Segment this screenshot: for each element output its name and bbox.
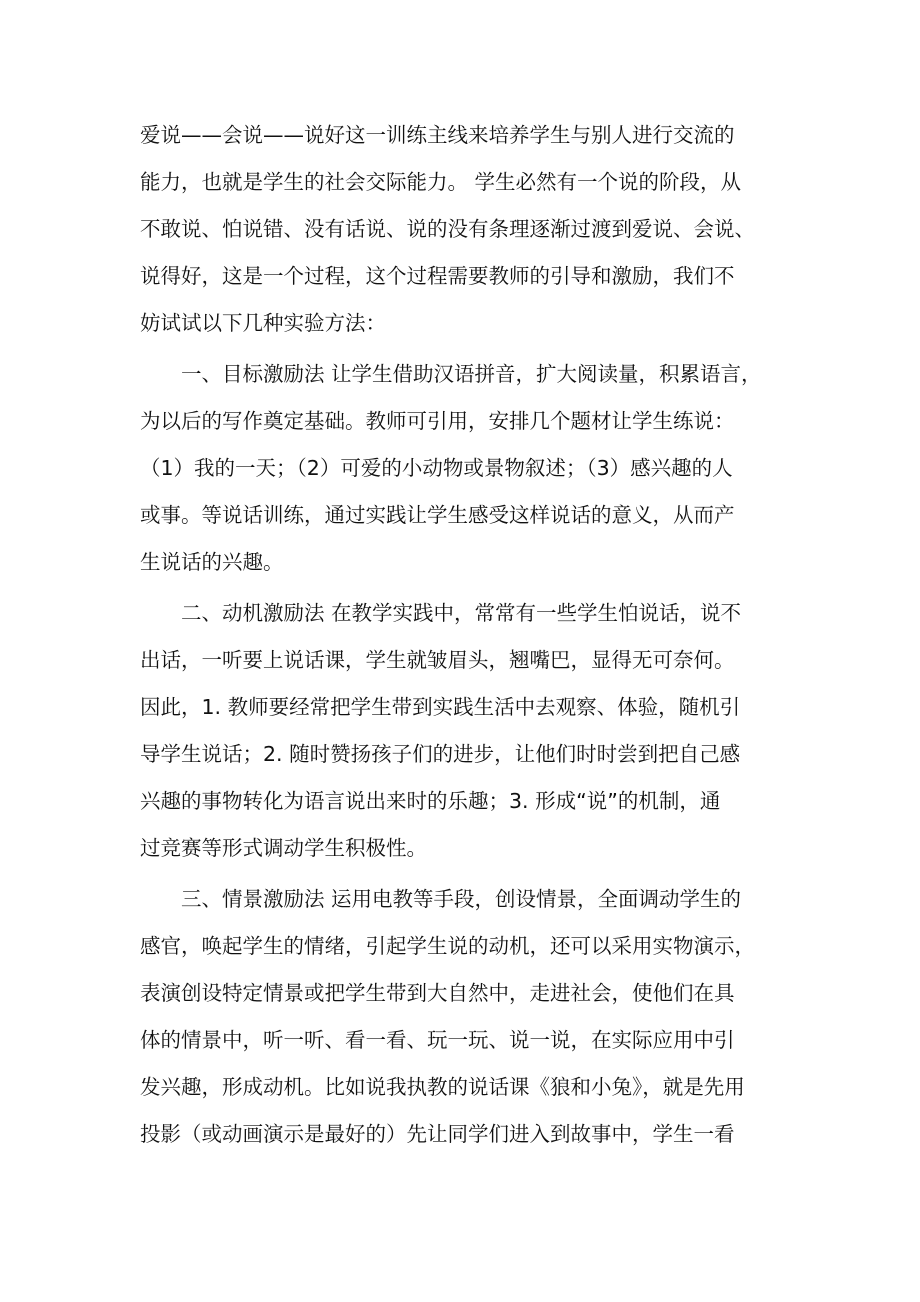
text-line: 或事。等说话训练，通过实践让学生感受这样说话的意义，从而产 — [140, 503, 735, 527]
text-line: 能力，也就是学生的社会交际能力。 学生必然有一个说的阶段，从 — [140, 170, 742, 194]
text-line: 表演创设特定情景或把学生带到大自然中，走进社会，使他们在具 — [140, 981, 735, 1005]
text-line: 说得好，这是一个过程，这个过程需要教师的引导和激励，我们不 — [140, 264, 735, 288]
text-line: 体的情景中，听一听、看一看、玩一玩、说一说，在实际应用中引 — [140, 1028, 735, 1052]
text-line: 不敢说、怕说错、没有话说、说的没有条理逐渐过渡到爱说、会说、 — [140, 217, 755, 241]
text-line: 妨试试以下几种实验方法： — [140, 311, 386, 335]
paragraph-intro — [140, 112, 790, 347]
text-line: 为以后的写作奠定基础。教师可引用，安排几个题材让学生练说： — [140, 409, 735, 433]
text-line: 导学生说话；2. 随时赞扬孩子们的进步，让他们时时尝到把自己感 — [140, 742, 741, 766]
text-line: 三、情景激励法 运用电教等手段，创设情景，全面调动学生的 — [181, 887, 742, 911]
text-line: 爱说——会说——说好这一训练主线来培养学生与别人进行交流的 — [140, 123, 735, 147]
text-line: 生说话的兴趣。 — [140, 550, 284, 574]
text-line: 出话，一听要上说话课，学生就皱眉头，翘嘴巴，显得无可奈何。 — [140, 648, 735, 672]
text-line: 一、目标激励法 让学生借助汉语拼音，扩大阅读量，积累语言， — [181, 362, 762, 386]
text-line: 投影（或动画演示是最好的）先让同学们进入到故事中，学生一看 — [140, 1122, 735, 1146]
paragraph-method-three — [140, 876, 790, 1158]
paragraph-method-two — [140, 590, 790, 872]
paragraph-method-one — [140, 351, 790, 586]
text-line: 兴趣的事物转化为语言说出来时的乐趣；3. 形成“说”的机制，通 — [140, 789, 721, 813]
text-line: 因此，1. 教师要经常把学生带到实践生活中去观察、体验，随机引 — [140, 695, 741, 719]
text-line: 感官，唤起学生的情绪，引起学生说的动机，还可以采用实物演示， — [140, 934, 755, 958]
text-line: （1）我的一天；（2）可爱的小动物或景物叙述；（3）感兴趣的人 — [140, 456, 733, 480]
body-text — [140, 112, 790, 1158]
text-line: 二、动机激励法 在教学实践中，常常有一些学生怕说话，说不 — [181, 601, 742, 625]
text-line: 过竞赛等形式调动学生积极性。 — [140, 836, 427, 860]
text-line: 发兴趣，形成动机。比如说我执教的说话课《狼和小兔》，就是先用 — [140, 1075, 745, 1099]
